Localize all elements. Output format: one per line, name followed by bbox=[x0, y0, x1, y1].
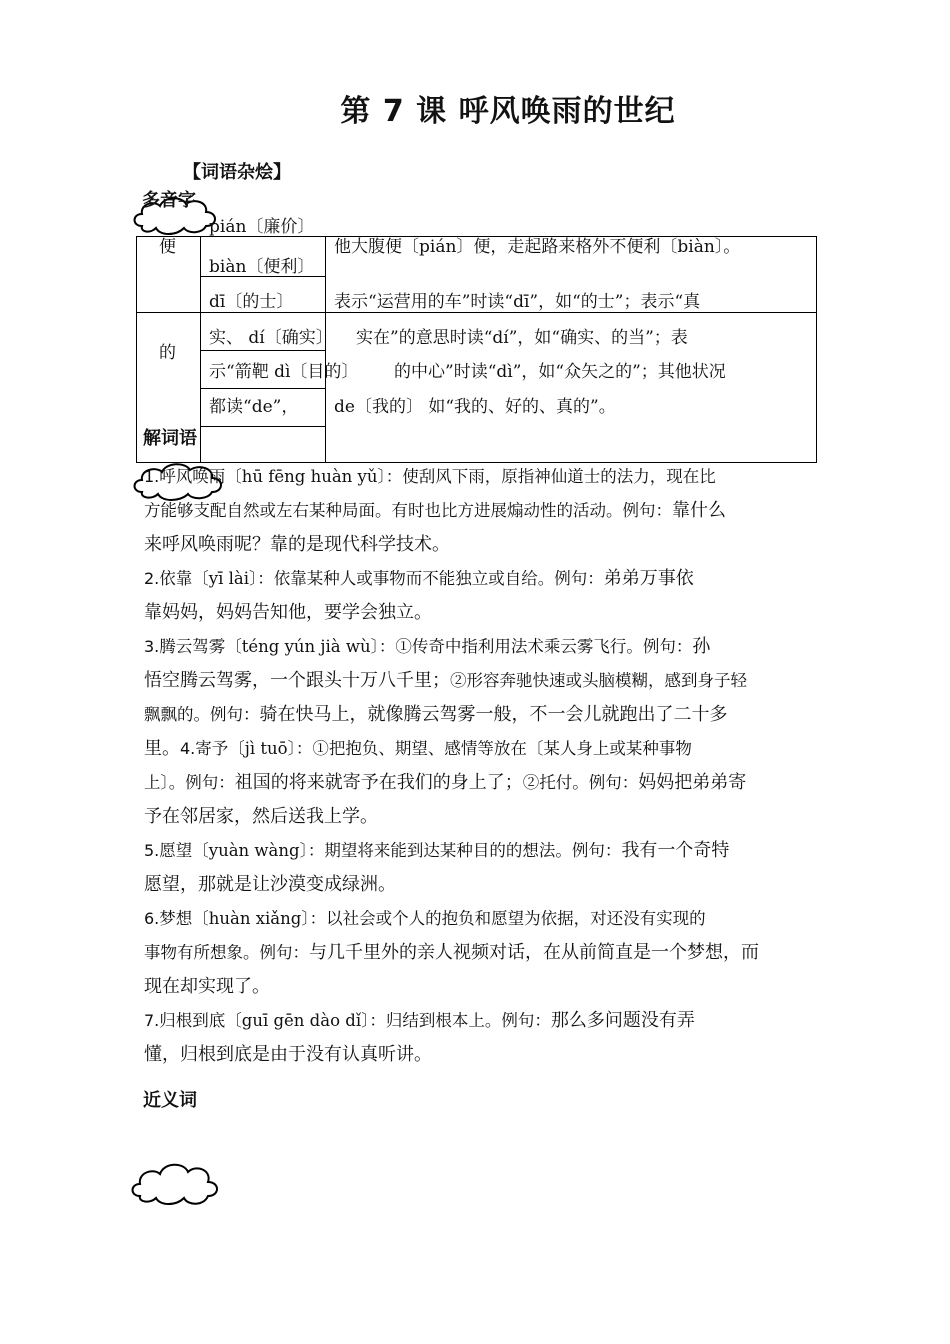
polyphone-note-line: 表示“运营用的车”时读“dī”，如“的士”；表示“真 bbox=[334, 292, 701, 312]
page-title: 第 7 课 呼风唤雨的世纪 bbox=[340, 94, 676, 129]
example-text: 祖国的将来就寄予在我们的身上了； bbox=[234, 772, 523, 793]
definition-line bbox=[144, 528, 816, 562]
example-text: 来呼风唤雨呢？靠的是现代科学技术。 bbox=[144, 534, 450, 555]
definition-line bbox=[144, 460, 816, 494]
definition-item bbox=[144, 460, 816, 562]
table-border-right bbox=[816, 236, 817, 463]
item-number: 5. bbox=[144, 841, 160, 860]
definition-line bbox=[144, 902, 816, 936]
definition-line bbox=[144, 970, 816, 1004]
example-text: 悟空腾云驾雾，一个跟头十万八千里； bbox=[144, 670, 450, 691]
definition-text: 上〕。例句： bbox=[144, 773, 235, 792]
definition-text: ②形容奔驰快速或头脑模糊，感到身子轻 bbox=[450, 671, 747, 690]
definition-line bbox=[144, 732, 816, 766]
definition-line bbox=[144, 494, 816, 528]
item-number: 2. bbox=[144, 569, 160, 588]
definition-text: 归根到底〔guī gēn dào dǐ〕：归结到根本上。例句： bbox=[159, 1011, 551, 1030]
definition-line bbox=[144, 698, 816, 732]
example-text: 懂，归根到底是由于没有认真听讲。 bbox=[144, 1044, 432, 1065]
definition-text: 事物有所想象。例句： bbox=[144, 943, 309, 962]
polyphone-reading: 示“箭靶 dì〔目的〕 bbox=[209, 362, 359, 382]
polyphone-note-line: 的中心”时读“dì”，如“众矢之的”；其他状况 bbox=[394, 362, 726, 382]
polyphone-reading: 都读“de”， bbox=[209, 397, 299, 417]
example-text: 靠妈妈，妈妈告知他，要学会独立。 bbox=[144, 602, 432, 623]
example-text: 予在邻居家，然后送我上学。 bbox=[144, 806, 378, 827]
definition-item bbox=[144, 562, 816, 630]
definition-text: 寄予〔jì tuō〕：①把抱负、期望、感情等放在〔某人身上或某种事物 bbox=[195, 739, 692, 758]
example-text: 孙 bbox=[692, 636, 711, 657]
example-text: 骑在快马上，就像腾云驾雾一般，不一会儿就跑出了二十多 bbox=[259, 704, 728, 725]
cloud-icon bbox=[128, 1158, 220, 1208]
item-number: 4. bbox=[180, 739, 196, 758]
section-header: 【词语杂烩】 bbox=[183, 162, 291, 183]
definition-line bbox=[144, 596, 816, 630]
example-text: 我有一个奇特 bbox=[621, 840, 730, 861]
definition-text: 呼风唤雨〔hū fēng huàn yǔ〕：使刮风下雨，原指神仙道士的法力，现在比 bbox=[159, 467, 716, 486]
example-text: 妈妈把弟弟寄 bbox=[638, 772, 747, 793]
definition-line bbox=[144, 834, 816, 868]
example-text: 里。 bbox=[144, 738, 180, 759]
polyphone-reading: biàn〔便利〕 bbox=[209, 257, 315, 277]
definition-line bbox=[144, 1038, 816, 1072]
definition-text: 腾云驾雾〔téng yún jià wù〕：①传奇中指利用法术乘云雾飞行。例句： bbox=[159, 637, 693, 656]
item-number: 1. bbox=[144, 467, 160, 486]
synonyms-label: 近义词 bbox=[143, 1090, 197, 1111]
polyphone-reading: pián〔廉价〕 bbox=[209, 217, 315, 237]
definition-text: 依靠〔yī lài〕：依靠某种人或事物而不能独立或自给。例句： bbox=[159, 569, 604, 588]
definition-line bbox=[144, 868, 816, 902]
example-text: 愿望，那就是让沙漠变成绿洲。 bbox=[144, 874, 396, 895]
definition-line bbox=[144, 630, 816, 664]
polyphone-char: 的 bbox=[159, 343, 176, 363]
definition-text: 梦想〔huàn xiǎng〕：以社会或个人的抱负和愿望为依据，对还没有实现的 bbox=[159, 909, 706, 928]
item-number: 6. bbox=[144, 909, 160, 928]
table-subrow-divider bbox=[200, 426, 325, 427]
definition-text: 愿望〔yuàn wàng〕：期望将来能到达某种目的的想法。例句： bbox=[159, 841, 622, 860]
definitions-list bbox=[144, 460, 816, 1072]
item-number: 3. bbox=[144, 637, 160, 656]
definition-text: 方能够支配自然或左右某种局面。有时也比方进展煽动性的活动。例句： bbox=[144, 501, 672, 520]
definition-line bbox=[144, 800, 816, 834]
definition-item bbox=[144, 834, 816, 902]
polyphone-reading: 实、 dí〔确实〕 bbox=[209, 328, 333, 348]
definition-item bbox=[144, 902, 816, 1004]
table-border-left bbox=[136, 236, 137, 463]
table-col-divider-2 bbox=[325, 236, 326, 463]
polyphone-char: 便 bbox=[159, 237, 176, 257]
definition-line bbox=[144, 766, 816, 800]
polyphone-label: 多音字 bbox=[142, 190, 196, 211]
definition-text: ②托付。例句： bbox=[522, 773, 639, 792]
table-subrow-divider bbox=[200, 350, 325, 351]
vocab-label: 解词语 bbox=[143, 428, 197, 449]
definition-item bbox=[144, 1004, 816, 1072]
polyphone-note-line: de〔我的〕 如“我的、好的、真的”。 bbox=[334, 397, 616, 417]
definition-line bbox=[144, 664, 816, 698]
polyphone-reading: dī〔的士〕 bbox=[209, 292, 294, 312]
definition-text: 飘飘的。例句： bbox=[144, 705, 260, 724]
table-subrow-divider bbox=[200, 388, 325, 389]
definition-line bbox=[144, 1004, 816, 1038]
definition-item bbox=[144, 630, 816, 834]
example-text: 弟弟万事依 bbox=[603, 568, 694, 589]
polyphone-note: 他大腹便〔pián〕便，走起路来格外不便利〔biàn〕。 bbox=[334, 237, 741, 257]
definition-line bbox=[144, 936, 816, 970]
item-number: 7. bbox=[144, 1011, 160, 1030]
example-text: 与几千里外的亲人视频对话，在从前简直是一个梦想，而 bbox=[309, 942, 759, 963]
polyphone-note-line: 实在”的意思时读“dí”，如“确实、的当”；表 bbox=[356, 328, 688, 348]
definition-line bbox=[144, 562, 816, 596]
example-text: 那么多问题没有弄 bbox=[550, 1010, 695, 1031]
example-text: 靠什么 bbox=[672, 500, 726, 521]
example-text: 现在却实现了。 bbox=[144, 976, 270, 997]
